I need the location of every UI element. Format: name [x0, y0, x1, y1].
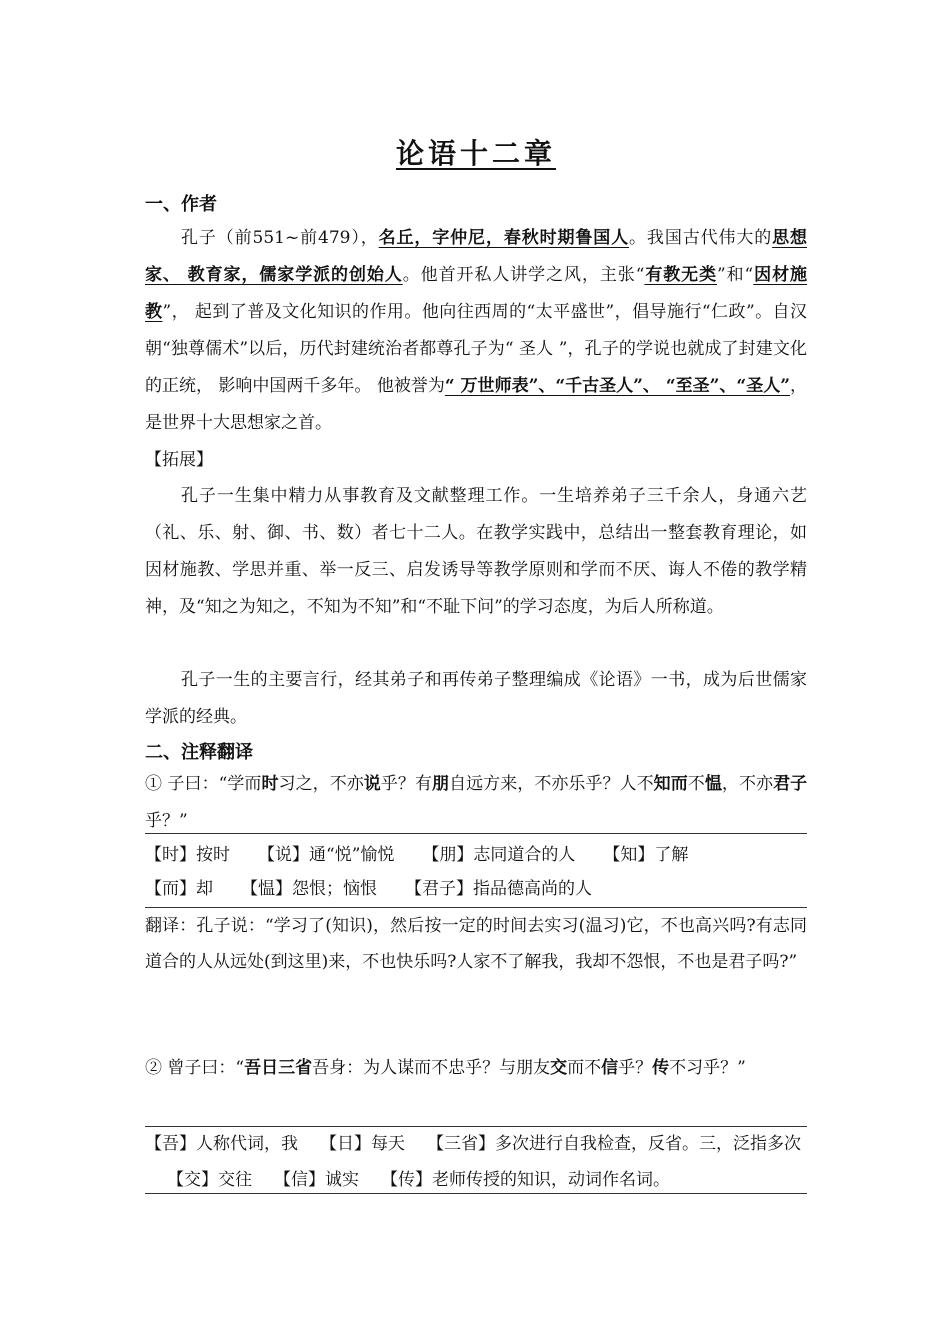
lunyu-paragraph: 孔子一生的主要言行，经其弟子和再传弟子整理编成《论语》一书，成为后世儒家学派的经典。: [145, 670, 807, 727]
note-item: 【三省】多次进行自我检查，反省。三，泛指多次: [427, 1134, 801, 1154]
note-item: 【说】通“悦”愉悦: [258, 845, 395, 865]
page-title: 论语十二章: [395, 137, 556, 170]
note-item: 【愠】怨恨；恼恨: [241, 879, 377, 899]
notes-2: [145, 1126, 807, 1198]
note-item: 【交】交往: [167, 1170, 252, 1190]
notes-1: [145, 838, 807, 906]
author-paragraph: 孔子（前551~前479），名丘，字仲尼，春秋时期鲁国人。我国古代伟大的思想家、 教育家，儒家学派的创始人。他首开私人讲学之风，主张“有教无类”和“因材施教”， 起到了普及文化知识的作用。他向往西周的“太平盛世”，倡导施行“仁政”。自汉朝“独尊儒术”以后，历代封建统治者都尊孔子为“ 圣人 ”，孔子的学说也就成了封建文化的正统， 影响中国两千多年。 他被誉为“ 万世师表”、“千古圣人”、 “至圣”、“圣人”，是世界十大思想家之首。: [145, 228, 808, 433]
note-item: 【吾】人称代词，我: [145, 1134, 298, 1154]
quote-1: ① 子曰：“学而时习之，不亦说乎？有朋自远方来，不亦乐乎？人不知而不愠，不亦君子乎？”: [145, 774, 808, 831]
note-item: 【知】了解: [603, 845, 689, 865]
note-item: 【时】按时: [145, 845, 230, 865]
note-item: 【君子】指品德高尚的人: [405, 879, 592, 899]
expand-paragraph: 孔子一生集中精力从事教育及文献整理工作。一生培养弟子三千余人，身通六艺（礼、乐、射、御、书、数）者七十二人。在教学实践中，总结出一整套教育理论，如因材施教、学思并重、举一反三、启发诱导等教学原则和学而不厌、诲人不倦的教学精神，及“知之为知之，不知为不知”和“不耻下问”的学习态度，为后人所称道。: [145, 486, 807, 617]
section-heading-notes: 二、注释翻译: [145, 742, 253, 763]
translation-1: 翻译：孔子说：“学习了(知识)，然后按一定的时间去实习(温习)它，不也高兴吗?有志同道合的人从远处(到这里)来，不也快乐吗?人家不了解我，我却不怨恨，不也是君子吗?”: [145, 916, 807, 972]
note-item: 【传】老师传授的知识，动词作名词。: [381, 1170, 670, 1190]
divider: [145, 1193, 807, 1194]
note-item: 【信】诚实: [274, 1170, 359, 1190]
quote-2: ② 曾子曰：“吾日三省吾身：为人谋而不忠乎？与朋友交而不信乎？传不习乎？”: [145, 1058, 746, 1078]
divider: [145, 833, 807, 834]
note-item: 【而】却: [145, 879, 213, 899]
note-item: 【日】每天: [320, 1134, 405, 1154]
section-heading-author: 一、作者: [145, 194, 217, 215]
expand-label: 【拓展】: [145, 450, 213, 470]
note-item: 【朋】志同道合的人: [422, 845, 576, 865]
